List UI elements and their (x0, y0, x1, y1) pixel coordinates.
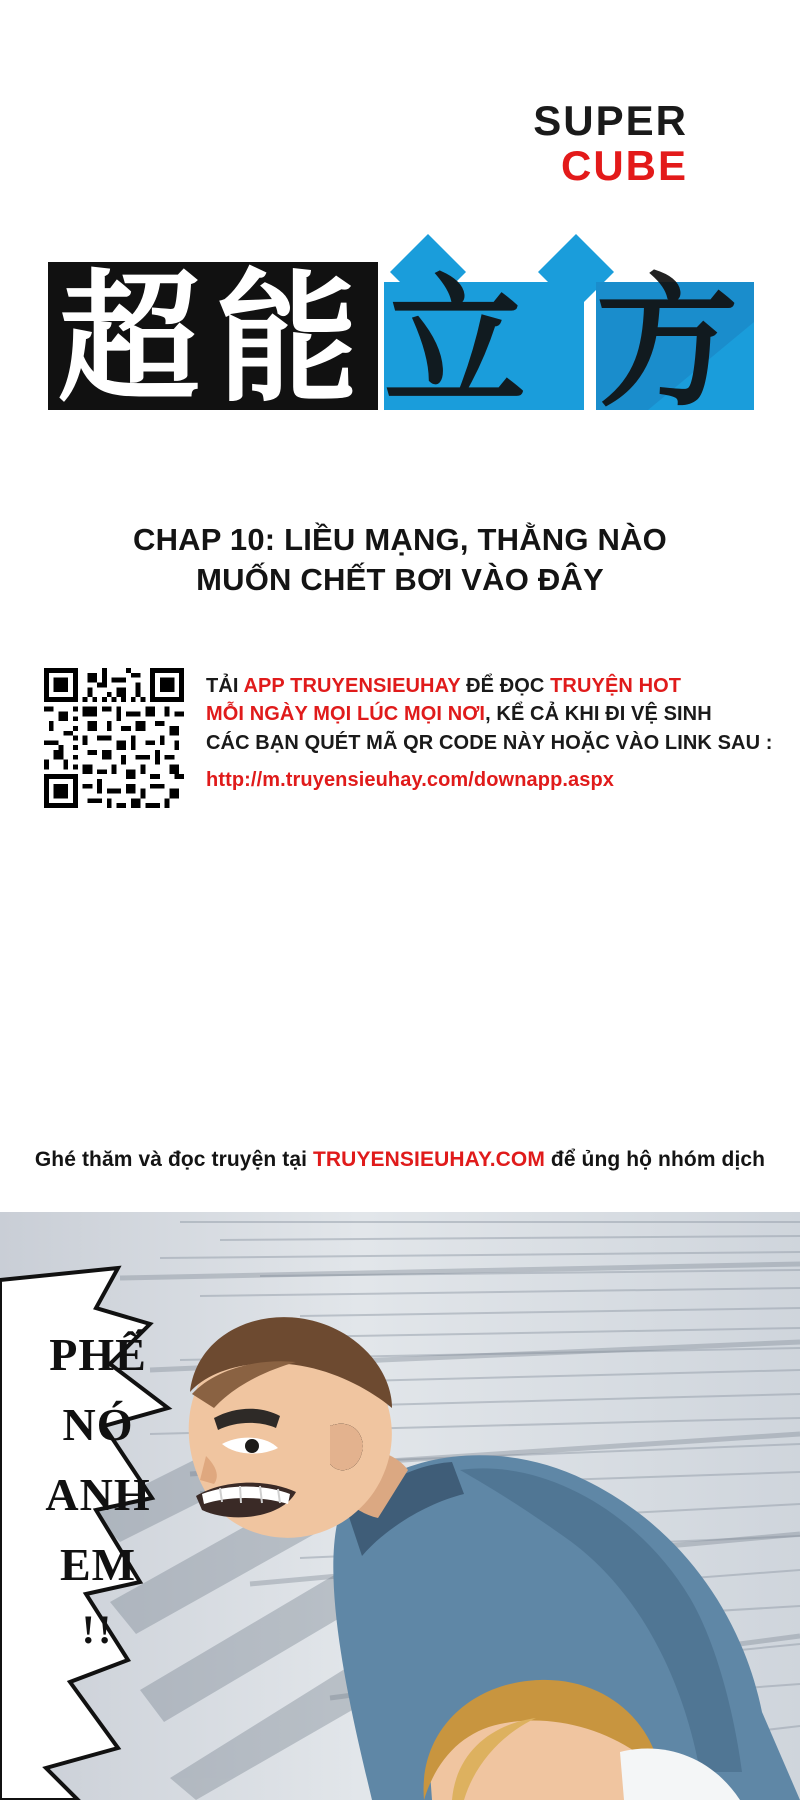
chapter-title-line-1: CHAP 10: LIỀU MẠNG, THẰNG NÀO (133, 522, 667, 557)
promo-block (44, 668, 773, 808)
sfx-line-5: !! (81, 1606, 115, 1652)
qr-code-icon (44, 668, 184, 808)
comic-panel (0, 1212, 800, 1800)
svg-text:立: 立 (384, 261, 526, 426)
download-app-link[interactable]: http://m.truyensieuhay.com/downapp.aspx (206, 769, 615, 792)
brand-cube-text: CUBE (560, 141, 688, 189)
svg-text:能: 能 (216, 257, 358, 422)
sfx-line-3: ANH (45, 1468, 151, 1520)
chapter-title-line-2: MUỐN CHẾT BƠI VÀO ĐÂY (196, 561, 604, 597)
promo-text (206, 668, 773, 795)
svg-text:方: 方 (596, 261, 738, 426)
promo-line-2: MỖI NGÀY MỌI LÚC MỌI NƠI, KỂ CẢ KHI ĐI VỆ SINH (206, 703, 712, 726)
brand-super-text: SUPER (533, 97, 688, 144)
sfx-line-2: NÓ (62, 1398, 134, 1450)
sfx-line-4: EM (59, 1538, 137, 1590)
promo-line-3: CÁC BẠN QUÉT MÃ QR CODE NÀY HOẶC VÀO LINK SAU : (206, 731, 773, 754)
brand-wordmark (533, 97, 688, 189)
series-logo (48, 226, 754, 426)
promo-line-1: TẢI APP TRUYENSIEUHAY ĐỂ ĐỌC TRUYỆN HOT (206, 675, 682, 697)
site-credit-line (0, 1148, 800, 1172)
credit-before: Ghé thăm và đọc truyện tại (34, 1148, 313, 1171)
svg-text:超: 超 (58, 257, 200, 422)
sfx-line-1: PHẾ (49, 1329, 147, 1380)
credit-site: TRUYENSIEUHAY.COM (312, 1148, 545, 1171)
chapter-title (0, 520, 800, 599)
credit-after: để ủng hộ nhóm dịch (544, 1148, 766, 1171)
